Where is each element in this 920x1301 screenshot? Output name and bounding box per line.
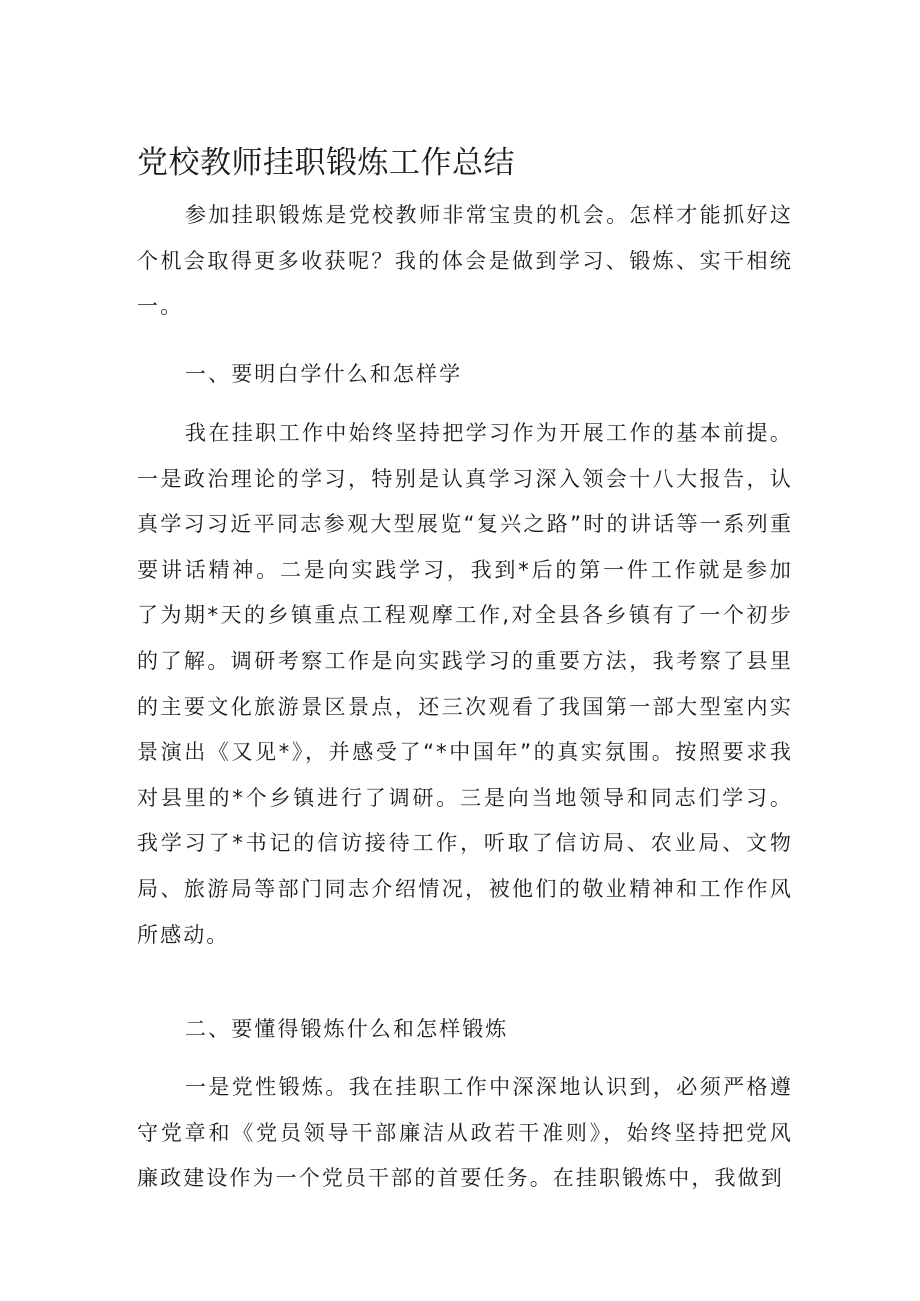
intro-paragraph: 参加挂职锻炼是党校教师非常宝贵的机会。怎样才能抓好这个机会取得更多收获呢？我的体会是做到学习、锻炼、实干相统一。 [137, 203, 793, 319]
document-title: 党校教师挂职锻炼工作总结 [137, 145, 515, 181]
section-1-paragraph: 我在挂职工作中始终坚持把学习作为开展工作的基本前提。一是政治理论的学习，特别是认真学习深入领会十八大报告，认真学习习近平同志参观大型展览“复兴之路”时的讲话等一系列重要讲话精神。二是向实践学习，我到*后的第一件工作就是参加了为期*天的乡镇重点工程观摩工作,对全县各乡镇有了一个初步的了解。调研考察工作是向实践学习的重要方法，我考察了县里的主要文化旅游景区景点，还三次观看了我国第一部大型室内实景演出《又见*》，并感受了“*中国年”的真实氛围。按照要求我对县里的*个乡镇进行了调研。三是向当地领导和同志们学习。我学习了*书记的信访接待工作，听取了信访局、农业局、文物局、旅游局等部门同志介绍情况，被他们的敬业精神和工作作风所感动。 [137, 421, 793, 947]
section-2-heading: 二、要懂得锻炼什么和怎样锻炼 [185, 1017, 509, 1041]
section-1-heading: 一、要明白学什么和怎样学 [185, 362, 463, 386]
section-2-paragraph: 一是党性锻炼。我在挂职工作中深深地认识到，必须严格遵守党章和《党员领导干部廉洁从政若干准则》，始终坚持把党风廉政建设作为一个党员干部的首要任务。在挂职锻炼中，我做到 [137, 1075, 793, 1191]
